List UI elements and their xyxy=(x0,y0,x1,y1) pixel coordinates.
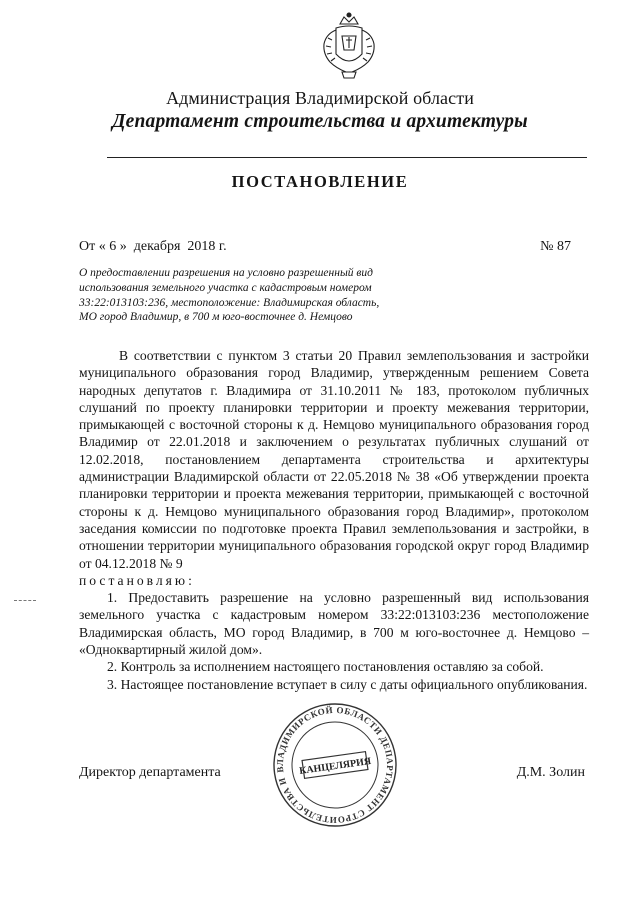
document-date: От « 6 » декабря 2018 г. xyxy=(79,239,227,254)
document-subject xyxy=(79,266,459,325)
organization-name: Администрация Владимирской области xyxy=(166,88,474,108)
subject-line: использования земельного участка с кадастровым номером xyxy=(79,281,372,294)
subject-line: МО город Владимир, в 700 м юго-восточнее д. Немцово xyxy=(79,311,353,324)
preamble-paragraph: В соответствии с пунктом 3 статьи 20 Правил землепользования и застройки муниципального образования город Владимир, утвержденным решением Совета народных депутатов г. Владимира от 31.10.2011 № 183, протоколом публичных слушаний по проекту планировки территории и проекту межевания территории, примыкающей с восточной стороны к д. Немцово муниципального образования город Владимир от 22.01.2018 и заключением о результатах публичных слушаний от 12.02.2018, постановлением департамента строительства и архитектуры администрации Владимирской области от 22.05.2018 № 38 «Об утверждении проекта планировки территории и проекта межевания территории, примыкающей с восточной стороны к д. Немцово муниципального образования город Владимир», протоколом заседания комиссии по подготовке проекта Правил землепользования и застройки, в отношении территории муниципального образования городской округ город Владимир от 04.12.2018 № 9 xyxy=(79,348,589,571)
margin-mark xyxy=(14,600,36,601)
signer-name: Д.М. Золин xyxy=(516,765,585,780)
department-name: Департамент строительства и архитектуры xyxy=(112,111,528,132)
stamp-center-text: КАНЦЕЛЯРИЯ xyxy=(298,756,372,777)
subject-line: О предоставлении разрешения на условно разрешенный вид xyxy=(79,267,373,279)
signer-title: Директор департамента xyxy=(79,765,221,780)
decree-item: 2. Контроль за исполнением настоящего постановления оставляю за собой. xyxy=(107,659,544,675)
decree-word: постановляю: xyxy=(79,572,195,588)
document-body xyxy=(79,347,589,693)
subject-line: 33:22:013103:236, местоположение: Владимирская область, xyxy=(79,296,380,309)
office-stamp xyxy=(270,700,400,830)
header-divider xyxy=(107,157,587,158)
coat-of-arms-icon xyxy=(318,10,380,82)
document-number: № 87 xyxy=(540,239,571,254)
decree-item: 3. Настоящее постановление вступает в силу с даты официального опубликования. xyxy=(107,676,588,692)
stamp-ring-text: ВЛАДИМИРСКОЙ ОБЛАСТИ ДЕПАРТАМЕНТ СТРОИТЕЛЬСТВА И xyxy=(274,704,396,826)
decree-item: 1. Предоставить разрешение на условно разрешенный вид использования земельного участка с кадастровым номером 33:22:013103:236 местоположение Владимирская область, МО город Владимир, в 700 м юго-восточнее д. Немцово – «Одноквартирный жилой дом». xyxy=(79,590,589,658)
document-type-title: ПОСТАНОВЛЕНИЕ xyxy=(231,172,409,191)
